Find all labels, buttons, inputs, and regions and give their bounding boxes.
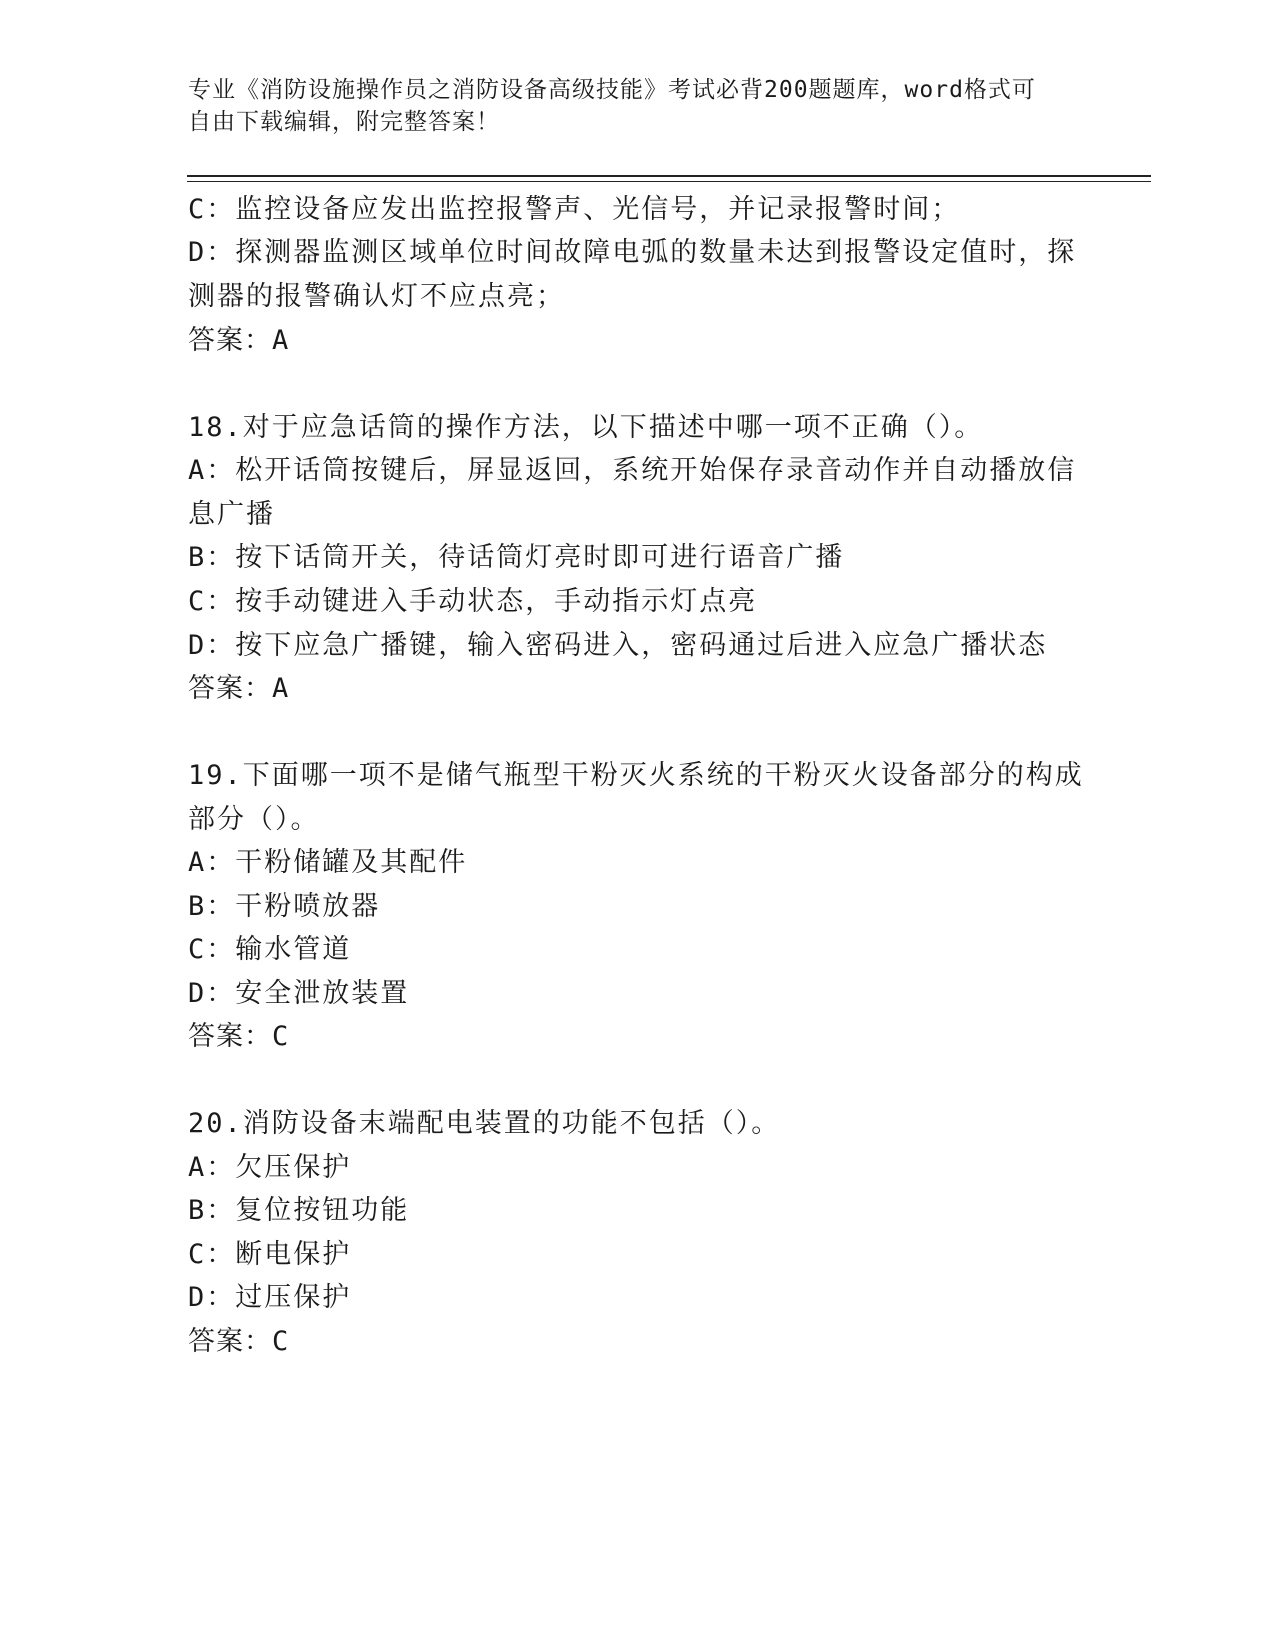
q18-option-b: B：按下话筒开关，待话筒灯亮时即可进行语音广播 <box>188 542 845 573</box>
q20-option-a: A：欠压保护 <box>188 1152 352 1183</box>
q20-stem: 20.消防设备末端配电装置的功能不包括（）。 <box>188 1108 781 1139</box>
q17-option-d-line-1: D：探测器监测区域单位时间故障电弧的数量未达到报警设定值时，探 <box>188 237 1077 268</box>
q18-option-a-line-2: 息广播 <box>188 499 275 530</box>
q19-option-b: B：干粉喷放器 <box>188 891 381 922</box>
q20-answer <box>188 1322 289 1362</box>
q18-option-d: D：按下应急广播键，输入密码进入，密码通过后进入应急广播状态 <box>188 630 1048 661</box>
q19-stem-line-2: 部分（）。 <box>188 804 320 835</box>
answer-label: 答案： <box>188 1021 272 1052</box>
q19-answer <box>188 1017 289 1057</box>
document-header <box>188 74 1068 138</box>
answer-value: C <box>272 1326 290 1357</box>
q18-option-a-line-1: A：松开话筒按键后，屏显返回，系统开始保存录音动作并自动播放信 <box>188 455 1077 486</box>
q20-option-c: C：断电保护 <box>188 1239 352 1270</box>
q20-option-d: D：过压保护 <box>188 1282 352 1313</box>
q17-option-d-line-2: 测器的报警确认灯不应点亮； <box>188 281 565 312</box>
q19-option-d: D：安全泄放装置 <box>188 978 410 1009</box>
q19-option-c: C：输水管道 <box>188 934 352 965</box>
header-title-line-1: 专业《消防设施操作员之消防设备高级技能》考试必背200题题库，word格式可 <box>188 77 1036 103</box>
q18-option-c: C：按手动键进入手动状态，手动指示灯点亮 <box>188 586 758 617</box>
q18-answer <box>188 669 289 709</box>
header-title-line-2: 自由下载编辑，附完整答案！ <box>188 109 500 135</box>
answer-value: A <box>272 325 290 356</box>
answer-label: 答案： <box>188 325 272 356</box>
q17-answer <box>188 321 289 361</box>
header-divider-thick <box>187 175 1151 177</box>
q19-option-a: A：干粉储罐及其配件 <box>188 847 468 878</box>
header-divider-thin <box>187 181 1151 182</box>
q19-stem-line-1: 19.下面哪一项不是储气瓶型干粉灭火系统的干粉灭火设备部分的构成 <box>188 760 1084 791</box>
answer-value: C <box>272 1021 290 1052</box>
q20-option-b: B：复位按钮功能 <box>188 1195 410 1226</box>
q17-option-c: C：监控设备应发出监控报警声、光信号，并记录报警时间； <box>188 194 961 225</box>
answer-value: A <box>272 673 290 704</box>
answer-label: 答案： <box>188 673 272 704</box>
answer-label: 答案： <box>188 1326 272 1357</box>
q18-stem: 18.对于应急话筒的操作方法，以下描述中哪一项不正确（）。 <box>188 412 984 443</box>
